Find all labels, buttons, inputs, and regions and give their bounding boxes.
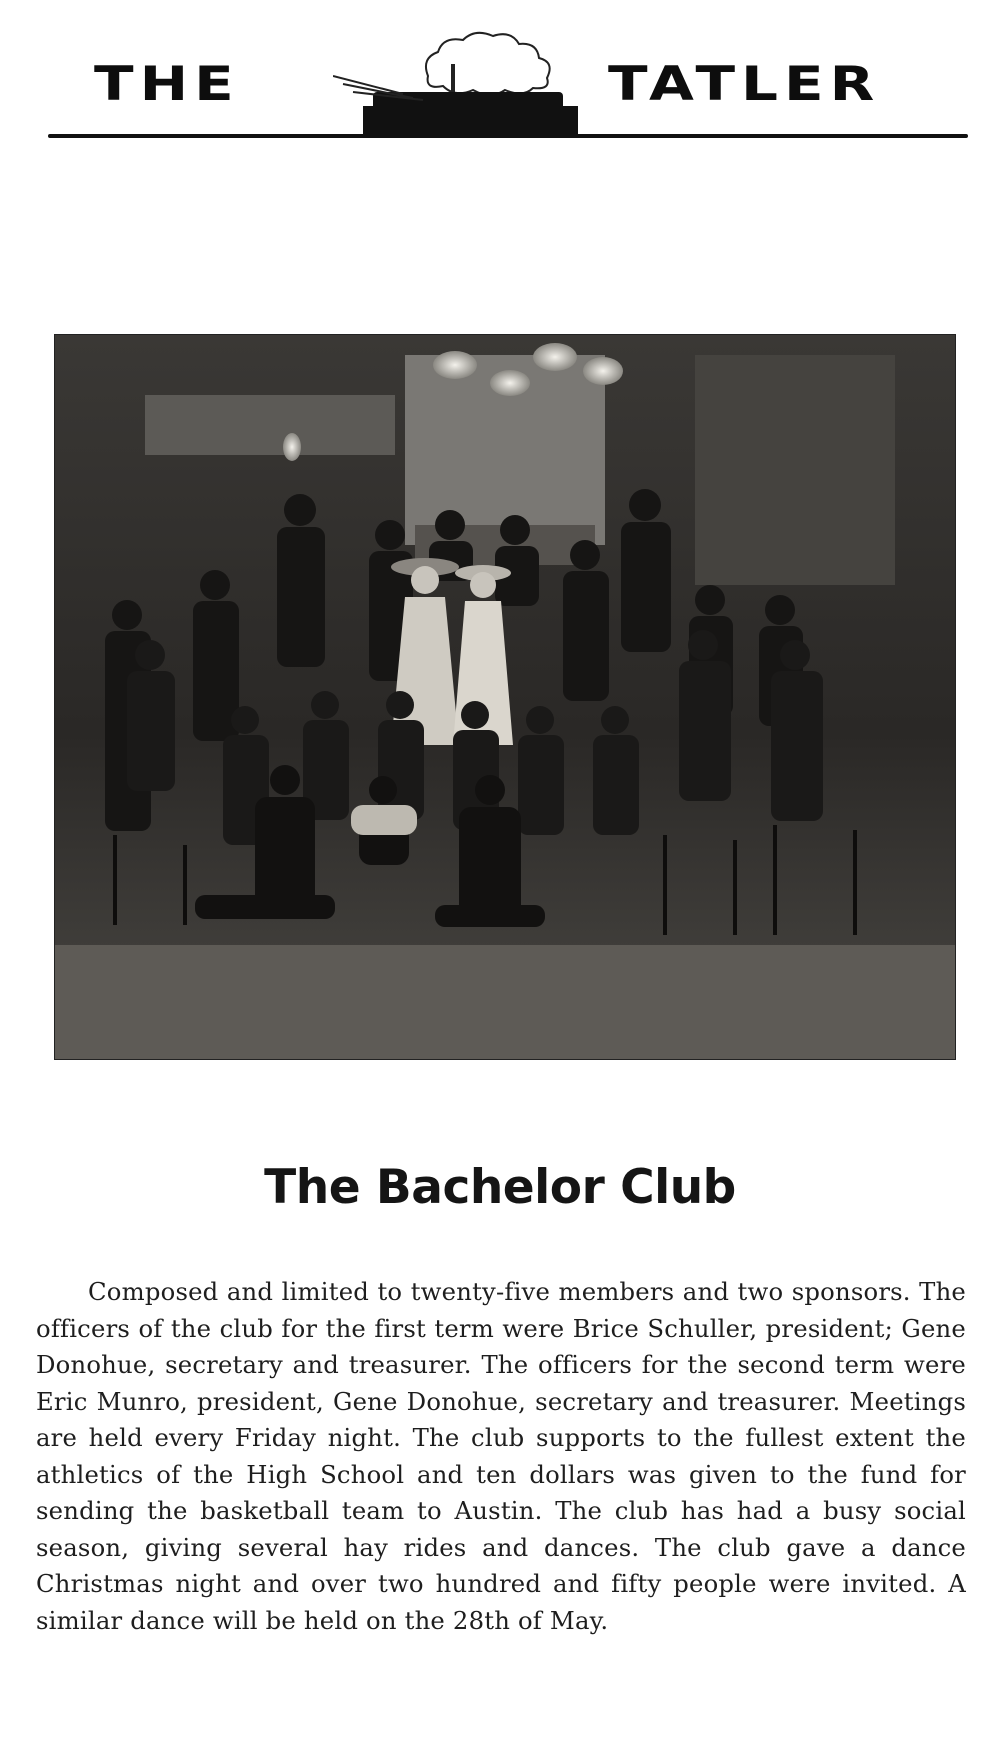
masthead-left-word: THE — [94, 55, 240, 112]
steamship-cloud-icon — [333, 28, 613, 138]
masthead-rule — [48, 134, 968, 138]
group-photo-image — [55, 335, 955, 1059]
article-body: Composed and limited to twenty-five members and two sponsors. The officers of the club for the first term were Brice Schuller, president; Gene Donohue, secretary and treasurer. The officers for the second term were Eric Munro, president, Gene Donohue, secretary and treasurer. Meetings are held every Friday night. The club supports to the fullest extent the athletics of the High School and ten dollars was given to the fund for sending the basketball team to Austin. The club has had a busy social season, giving several hay rides and dances. The club gave a dance Christmas night and over two hundred and fifty people were invited. A similar dance will be held on the 28th of May. — [36, 1277, 966, 1635]
group-photo — [54, 334, 956, 1060]
article-title: The Bachelor Club — [264, 1160, 736, 1215]
masthead-right-word: TATLER — [608, 55, 881, 112]
masthead — [48, 28, 968, 148]
